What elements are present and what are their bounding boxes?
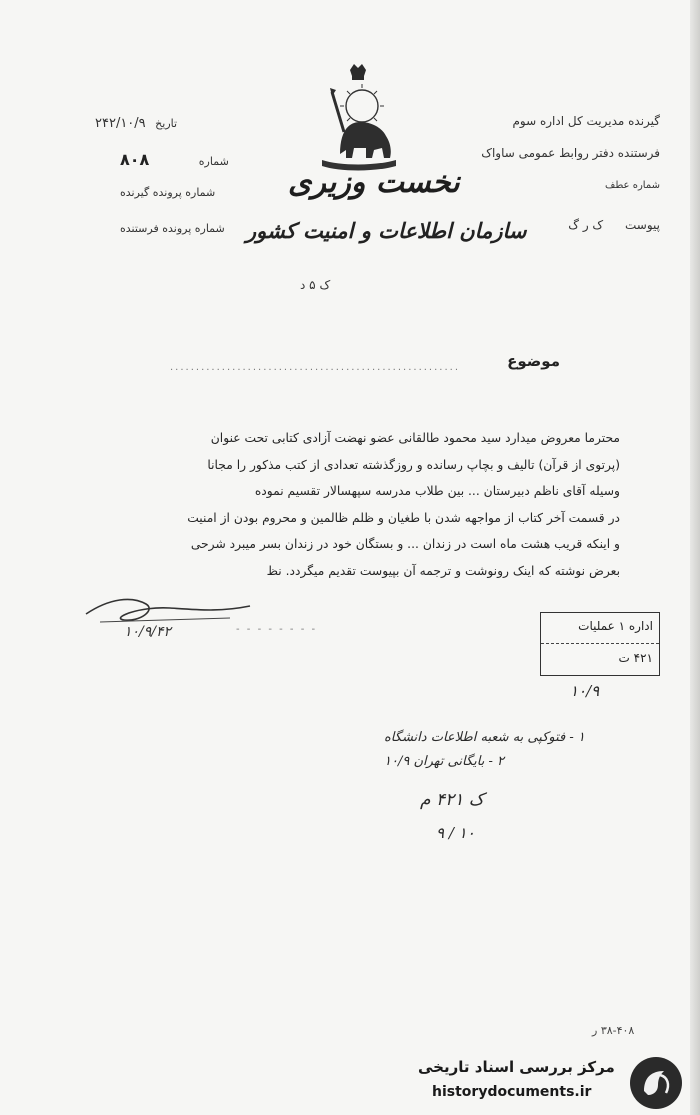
lion-and-sun-emblem-icon [310, 62, 406, 172]
scroll-logo-icon [630, 1057, 682, 1109]
page-edge [690, 0, 700, 1115]
body-line: (پرتوی از قرآن) تالیف و بچاپ رسانده و روزگذشته تعدادی از کتب مذکور را مجانا [207, 457, 620, 472]
handwritten-note-1: ۱ - فتوکپی به شعبه اطلاعات دانشگاه [384, 730, 585, 745]
organization-code: ک ۵ د [300, 278, 331, 292]
subject-label: موضوع [507, 352, 560, 370]
body-line: و اینکه قریب هشت ماه است در زندان ... و بستگان خود در زندان بسر میبرد شرحی [190, 537, 620, 552]
archive-logo [630, 1057, 682, 1109]
body-line: بعرض نوشته که اینک رونوشت و ترجمه آن بپیوست تقدیم میگردد. نظ [266, 563, 620, 578]
handwritten-number: ک ۴۲۱ م [420, 790, 484, 810]
handwritten-date: ۱۰ / ۹ [436, 824, 475, 842]
signature-dashes: - - - - - - - - [236, 624, 318, 635]
sender-line: فرستنده دفتر روابط عمومی ساواک [481, 146, 660, 160]
stamp-divider [541, 643, 659, 644]
organization-title: سازمان اطلاعات و امنیت کشور [246, 218, 527, 243]
reference-number: شماره عطف [605, 180, 660, 191]
body-line: محترما معروض میدارد سید محمود طالقانی عضو نهضت آزادی کتابی تحت عنوان [210, 431, 620, 445]
handwritten-note-2: ۲ - بایگانی تهران ۱۰/۹ [384, 754, 504, 769]
attachment-line: پیوست ک ر گ [568, 218, 660, 232]
watermark-url: historydocuments.ir [432, 1084, 592, 1100]
stamp-number: ۴۲۱ ت [618, 651, 653, 665]
signature-date: ۱۰/۹/۴۲ [124, 624, 172, 640]
subject-dotted-line: ........................................................ [170, 362, 461, 373]
watermark-name: مرکز بررسی اسناد تاریخی [418, 1058, 615, 1076]
body-line: در قسمت آخر کتاب از مواجهه شدن با طغیان و ظلم ظالمین و محروم بودن از امنیت [187, 510, 620, 525]
date-line: تاریخ ۲۴۲/۱۰/۹ [95, 116, 178, 131]
recipient-line: گیرنده مدیریت کل اداره سوم [512, 114, 660, 128]
letter-body [30, 425, 620, 585]
body-line: وسیله آقای ناظم دبیرستان ... بین طلاب مدرسه سپهسالار تقسیم نموده [254, 484, 620, 499]
archive-code: ۳۸-۴۰۸ ر [592, 1024, 635, 1037]
number-line: شماره ۸۰۸ [120, 150, 229, 169]
sender-file-number: شماره پرونده فرستنده [120, 222, 225, 235]
ministry-title: نخست وزیری [288, 165, 460, 200]
stamp-handwritten-date: ۱۰/۹ [570, 682, 600, 700]
receiver-file-number: شماره پرونده گیرنده [120, 186, 216, 199]
stamp-department: اداره ۱ عملیات [578, 619, 653, 633]
receipt-stamp [540, 612, 660, 676]
